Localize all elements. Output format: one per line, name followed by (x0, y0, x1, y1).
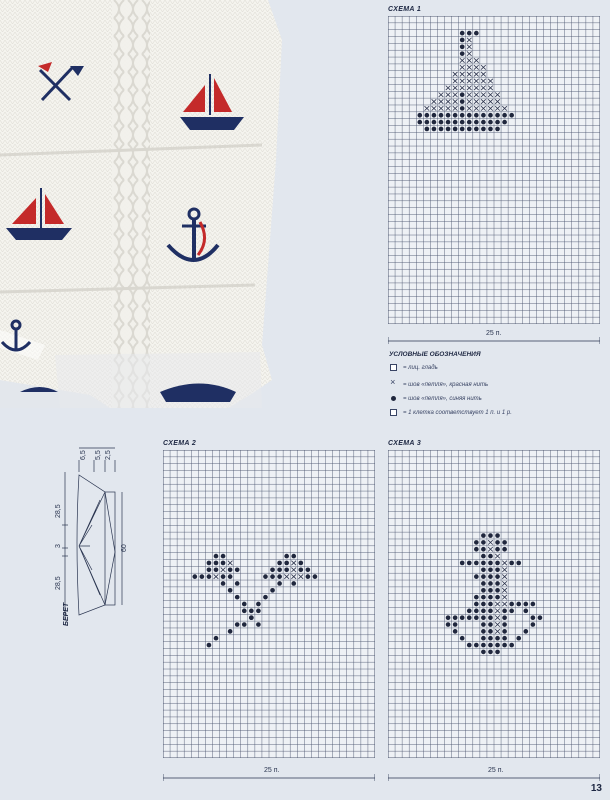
dot-stitch-mark (481, 650, 486, 655)
dot-stitch-mark (474, 643, 479, 648)
dot-stitch-mark (221, 554, 226, 559)
dot-stitch-mark (523, 629, 528, 634)
dot-stitch-mark (270, 588, 275, 593)
legend-item-stockinette (390, 364, 438, 371)
beret-name: БЕРЕТ (63, 602, 70, 626)
dot-stitch-mark (523, 609, 528, 614)
dot-stitch-mark (474, 113, 479, 118)
dot-stitch-mark (460, 127, 465, 132)
dot-stitch-mark (481, 629, 486, 634)
dot-stitch-mark (221, 581, 226, 586)
dot-stitch-mark (242, 602, 247, 607)
dot-stitch-mark (495, 120, 500, 125)
dot-stitch-mark (207, 567, 212, 572)
cross-icon (390, 381, 397, 388)
dot-stitch-mark (474, 609, 479, 614)
dot-stitch-mark (460, 44, 465, 49)
dot-stitch-mark (192, 574, 197, 579)
dot-stitch-mark (509, 643, 514, 648)
dot-stitch-mark (481, 595, 486, 600)
dot-stitch-mark (228, 629, 233, 634)
dot-stitch-mark (502, 622, 507, 627)
dot-stitch-mark (460, 120, 465, 125)
dot-stitch-mark (284, 561, 289, 566)
dot-stitch-mark (474, 120, 479, 125)
dot-stitch-mark (270, 574, 275, 579)
dot-stitch-mark (228, 574, 233, 579)
dot-stitch-mark (502, 609, 507, 614)
dot-stitch-mark (460, 615, 465, 620)
dot-stitch-mark (488, 127, 493, 132)
dot-stitch-mark (235, 567, 240, 572)
scheme-2-title: СХЕМА 2 (163, 440, 197, 447)
dot-stitch-mark (474, 595, 479, 600)
dot-stitch-mark (200, 574, 205, 579)
dot-stitch-mark (214, 636, 219, 641)
dot-stitch-mark (502, 643, 507, 648)
dot-stitch-mark (474, 540, 479, 545)
dot-stitch-mark (453, 615, 458, 620)
dot-stitch-mark (214, 567, 219, 572)
dot-stitch-mark (474, 602, 479, 607)
dot-stitch-mark (488, 636, 493, 641)
dot-stitch-mark (277, 567, 282, 572)
dot-stitch-mark (453, 127, 458, 132)
page-number: 13 (590, 783, 602, 794)
dot-stitch-mark (509, 561, 514, 566)
dot-stitch-mark (417, 120, 422, 125)
dot-stitch-mark (446, 622, 451, 627)
dot-stitch-mark (256, 622, 261, 627)
dot-stitch-mark (242, 622, 247, 627)
dot-stitch-mark (488, 567, 493, 572)
dot-stitch-mark (502, 636, 507, 641)
dot-stitch-mark (207, 574, 212, 579)
dot-stitch-mark (425, 127, 430, 132)
dot-stitch-mark (488, 574, 493, 579)
dot-stitch-mark (242, 609, 247, 614)
dot-stitch-mark (495, 567, 500, 572)
dot-stitch-mark (432, 113, 437, 118)
dot-stitch-mark (439, 120, 444, 125)
dot-stitch-mark (474, 31, 479, 36)
dot-stitch-mark (488, 650, 493, 655)
dot-stitch-mark (531, 615, 536, 620)
legend-item-red-stitch (390, 381, 488, 388)
dot-icon (391, 396, 396, 401)
dot-stitch-mark (495, 643, 500, 648)
dot-stitch-mark (235, 581, 240, 586)
dot-stitch-mark (467, 113, 472, 118)
dot-stitch-mark (467, 643, 472, 648)
dot-stitch-mark (502, 540, 507, 545)
dot-stitch-mark (221, 561, 226, 566)
dot-stitch-mark (425, 113, 430, 118)
scheme-2-stitch-count: 25 п. (264, 767, 280, 774)
dot-stitch-mark (495, 127, 500, 132)
legend-item-cell-ratio (390, 409, 512, 416)
dot-stitch-mark (228, 567, 233, 572)
dot-stitch-mark (474, 561, 479, 566)
dot-stitch-mark (481, 113, 486, 118)
dot-stitch-mark (495, 581, 500, 586)
legend-text: = шов «петля», синяя нить (403, 395, 482, 402)
dot-stitch-mark (531, 602, 536, 607)
dot-stitch-mark (460, 636, 465, 641)
dot-stitch-mark (509, 113, 514, 118)
dot-stitch-mark (298, 561, 303, 566)
dot-stitch-mark (495, 540, 500, 545)
dot-stitch-mark (270, 567, 275, 572)
dot-stitch-mark (474, 127, 479, 132)
dot-stitch-mark (263, 574, 268, 579)
beret-side-label-1: 28,5 (55, 504, 62, 518)
dot-stitch-mark (488, 602, 493, 607)
dot-stitch-mark (453, 113, 458, 118)
empty-cell-icon (390, 409, 397, 416)
beret-width-label: 60 (121, 544, 128, 552)
dot-stitch-mark (453, 629, 458, 634)
dot-stitch-mark (481, 643, 486, 648)
dot-stitch-mark (488, 554, 493, 559)
dot-stitch-mark (516, 602, 521, 607)
scheme-3-grid (388, 450, 600, 758)
dot-stitch-mark (417, 113, 422, 118)
dot-stitch-mark (481, 120, 486, 125)
dot-stitch-mark (446, 127, 451, 132)
dot-stitch-mark (256, 609, 261, 614)
dot-stitch-mark (306, 574, 311, 579)
legend-text: = шов «петля», красная нить (403, 381, 489, 388)
dot-stitch-mark (488, 113, 493, 118)
dot-stitch-mark (488, 561, 493, 566)
beret-top-label-1: 6,5 (80, 450, 87, 460)
dot-stitch-mark (291, 581, 296, 586)
dot-stitch-mark (502, 547, 507, 552)
dot-stitch-mark (495, 588, 500, 593)
dot-stitch-mark (474, 547, 479, 552)
dot-stitch-mark (481, 540, 486, 545)
dot-stitch-mark (221, 574, 226, 579)
dot-stitch-mark (453, 120, 458, 125)
dot-stitch-mark (277, 574, 282, 579)
dot-stitch-mark (495, 547, 500, 552)
beret-top-label-3: 2,5 (105, 450, 112, 460)
dot-stitch-mark (488, 609, 493, 614)
dot-stitch-mark (495, 636, 500, 641)
dot-stitch-mark (481, 554, 486, 559)
dot-stitch-mark (488, 595, 493, 600)
dot-stitch-mark (495, 113, 500, 118)
scheme-2-grid (163, 450, 375, 758)
dot-stitch-mark (460, 51, 465, 56)
dot-stitch-mark (488, 581, 493, 586)
dot-stitch-mark (214, 554, 219, 559)
dot-stitch-mark (488, 643, 493, 648)
dot-stitch-mark (481, 533, 486, 538)
dot-stitch-mark (207, 561, 212, 566)
dot-stitch-mark (495, 595, 500, 600)
empty-cell-icon (390, 364, 397, 371)
beret-side-label-3: 28,5 (55, 576, 62, 590)
dot-stitch-mark (432, 127, 437, 132)
scheme-3-stitch-count: 25 п. (488, 767, 504, 774)
dot-stitch-mark (284, 567, 289, 572)
dot-stitch-mark (263, 595, 268, 600)
dot-stitch-mark (538, 615, 543, 620)
dot-stitch-mark (488, 615, 493, 620)
dot-stitch-mark (453, 622, 458, 627)
dot-stitch-mark (481, 127, 486, 132)
dot-stitch-mark (516, 636, 521, 641)
dot-stitch-mark (495, 561, 500, 566)
dot-stitch-mark (460, 113, 465, 118)
legend-text: = 1 клетка соответствует 1 п. и 1 р. (403, 409, 512, 416)
dot-stitch-mark (481, 567, 486, 572)
dot-stitch-mark (446, 615, 451, 620)
dot-stitch-mark (481, 602, 486, 607)
dot-stitch-mark (249, 609, 254, 614)
dot-stitch-mark (488, 588, 493, 593)
dot-stitch-mark (467, 127, 472, 132)
knitted-blanket-photo (0, 0, 282, 408)
dot-stitch-mark (502, 113, 507, 118)
dot-stitch-mark (488, 120, 493, 125)
dot-stitch-mark (432, 120, 437, 125)
dot-stitch-mark (467, 561, 472, 566)
dot-stitch-mark (439, 113, 444, 118)
dot-stitch-mark (488, 533, 493, 538)
dot-stitch-mark (481, 547, 486, 552)
dot-stitch-mark (460, 99, 465, 104)
dot-stitch-mark (481, 574, 486, 579)
dot-stitch-mark (481, 588, 486, 593)
dot-stitch-mark (425, 120, 430, 125)
dot-stitch-mark (495, 533, 500, 538)
dot-stitch-mark (228, 588, 233, 593)
dot-stitch-mark (481, 622, 486, 627)
dot-stitch-mark (502, 615, 507, 620)
dot-stitch-mark (460, 38, 465, 43)
dot-stitch-mark (495, 574, 500, 579)
dot-stitch-mark (214, 561, 219, 566)
dot-stitch-mark (467, 31, 472, 36)
scheme-3-title: СХЕМА 3 (388, 440, 422, 447)
dot-stitch-mark (284, 554, 289, 559)
dot-stitch-mark (488, 629, 493, 634)
dot-stitch-mark (481, 615, 486, 620)
legend-text: = лиц. гладь (403, 364, 438, 371)
dot-stitch-mark (516, 561, 521, 566)
dot-stitch-mark (495, 650, 500, 655)
dot-stitch-mark (256, 602, 261, 607)
dot-stitch-mark (502, 629, 507, 634)
dot-stitch-mark (460, 561, 465, 566)
dot-stitch-mark (313, 574, 318, 579)
dot-stitch-mark (481, 609, 486, 614)
beret-side-label-2: 3 (55, 544, 62, 548)
dot-stitch-mark (502, 120, 507, 125)
beret-diagram (30, 430, 140, 630)
dot-stitch-mark (474, 615, 479, 620)
dot-stitch-mark (467, 120, 472, 125)
scheme-1-stitch-count: 25 п. (486, 330, 502, 337)
dot-stitch-mark (531, 622, 536, 627)
dot-stitch-mark (446, 113, 451, 118)
dot-stitch-mark (235, 595, 240, 600)
dot-stitch-mark (277, 561, 282, 566)
dot-stitch-mark (488, 622, 493, 627)
dot-stitch-mark (235, 622, 240, 627)
dot-stitch-mark (509, 609, 514, 614)
dot-stitch-mark (509, 602, 514, 607)
dot-stitch-mark (446, 120, 451, 125)
dot-stitch-mark (474, 574, 479, 579)
dot-stitch-mark (291, 554, 296, 559)
dot-stitch-mark (207, 643, 212, 648)
dot-stitch-mark (460, 31, 465, 36)
dot-stitch-mark (481, 636, 486, 641)
dot-stitch-mark (481, 561, 486, 566)
dot-stitch-mark (467, 615, 472, 620)
dot-stitch-mark (523, 602, 528, 607)
dot-stitch-mark (460, 92, 465, 97)
legend-item-blue-stitch (390, 395, 482, 402)
legend-title: УСЛОВНЫЕ ОБОЗНАЧЕНИЯ (389, 351, 481, 358)
beret-top-label-2: 5,5 (95, 450, 102, 460)
scheme-1-grid (388, 16, 600, 324)
dot-stitch-mark (460, 106, 465, 111)
dot-stitch-mark (467, 609, 472, 614)
scheme-1-title: СХЕМА 1 (388, 6, 422, 13)
dot-stitch-mark (306, 567, 311, 572)
dot-stitch-mark (298, 567, 303, 572)
dot-stitch-mark (277, 581, 282, 586)
dot-stitch-mark (439, 127, 444, 132)
dot-stitch-mark (481, 581, 486, 586)
dot-stitch-mark (249, 615, 254, 620)
